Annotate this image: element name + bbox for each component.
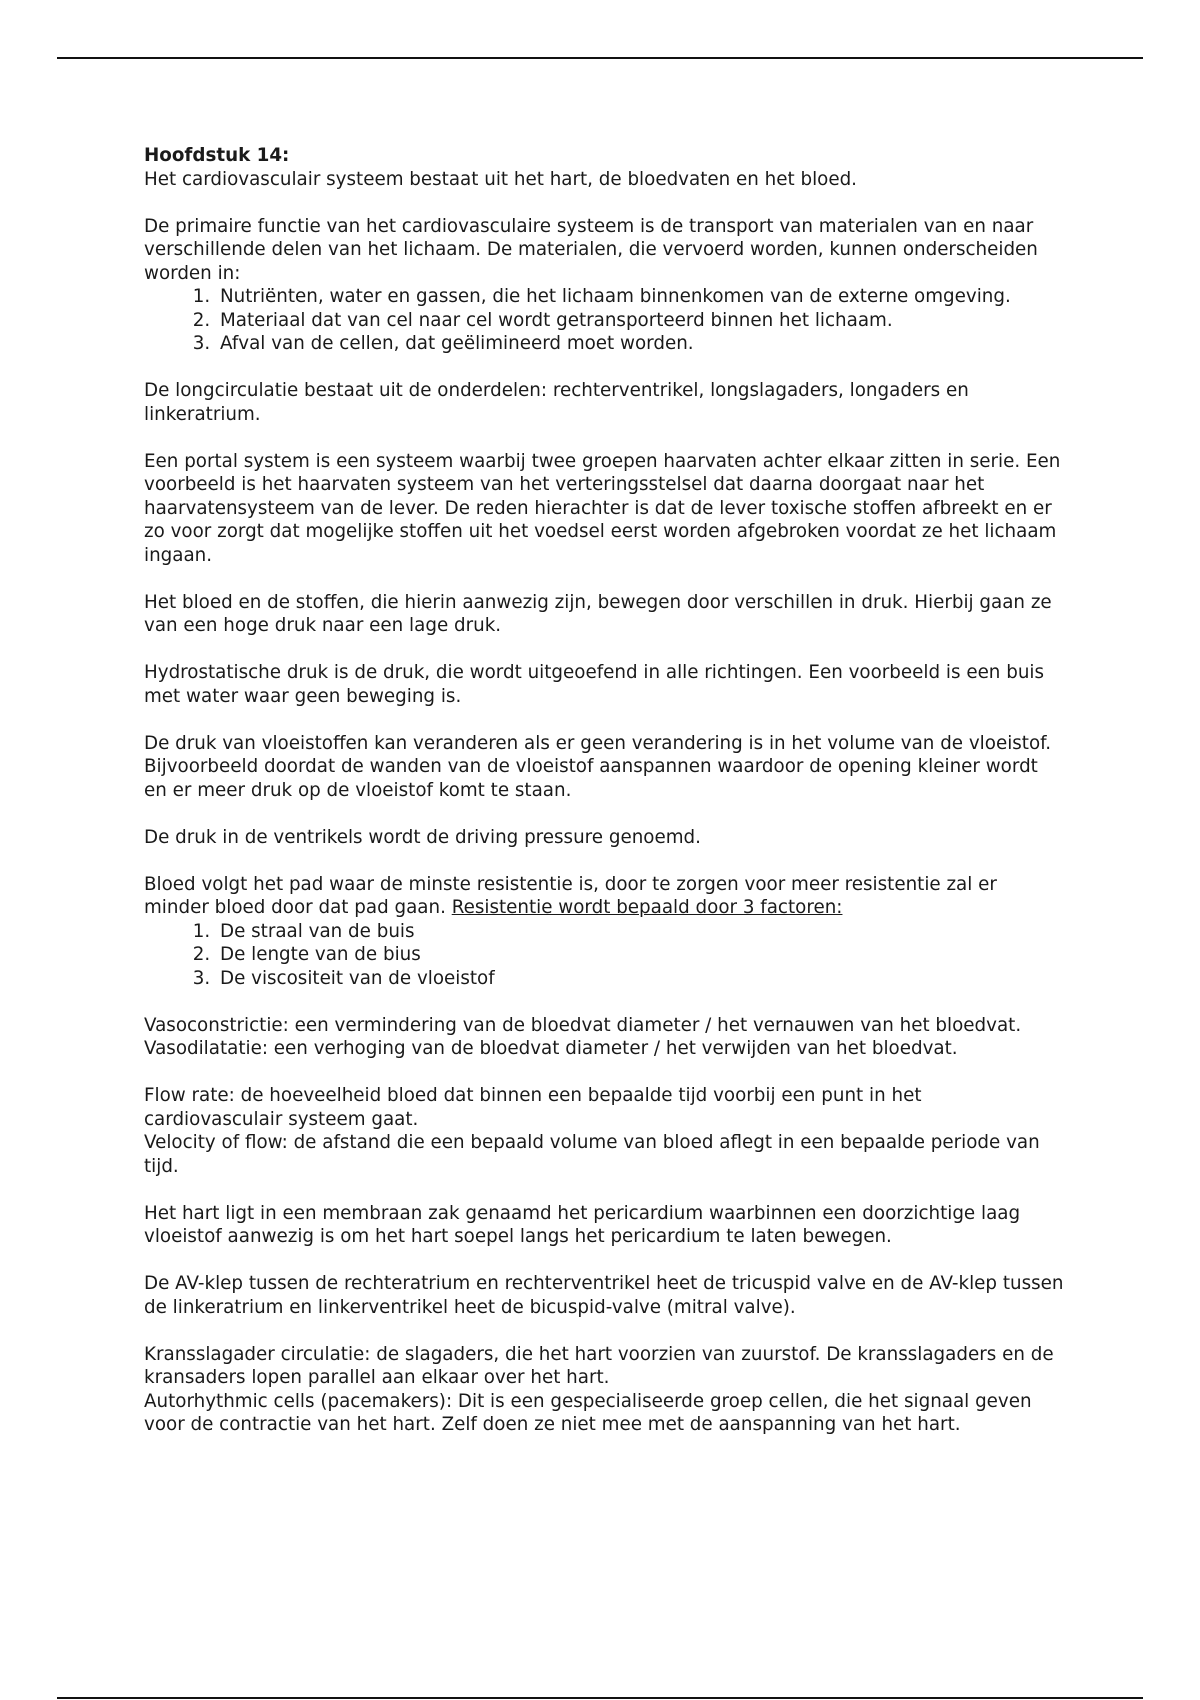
list-item: 2. De lengte van de bius: [216, 943, 1064, 967]
av-valves-paragraph: De AV-klep tussen de rechteratrium en rechterventrikel heet de tricuspid valve en de AV-klep tussen de linkeratrium en linkerventrikel heet de bicuspid-valve (mitral valve).: [144, 1273, 1064, 1318]
pericardium-paragraph: Het hart ligt in een membraan zak genaamd het pericardium waarbinnen een doorzichtige laag vloeistof aanwezig is om het hart soepel langs het pericardium te laten bewegen.: [144, 1202, 1021, 1247]
list-item: 3. De viscositeit van de vloeistof: [216, 967, 1064, 991]
resistance-intro: Bloed volgt het pad waar de minste resistentie is, door te zorgen voor meer resistentie zal er minder bloed door dat pad gaan.: [144, 873, 997, 918]
velocity-of-flow-paragraph: Velocity of flow: de afstand die een bepaald volume van bloed aflegt in een bepaalde periode van tijd.: [144, 1132, 1040, 1177]
list-item: 1. De straal van de buis: [216, 920, 1064, 944]
primary-function-paragraph: De primaire functie van het cardiovasculaire systeem is de transport van materialen van en naar verschillende delen van het lichaam. De materialen, die vervoerd worden, kunnen onderscheiden worden in:: [144, 215, 1038, 284]
footer-rule: [57, 1697, 1143, 1699]
chapter-heading: Hoofdstuk 14:: [144, 145, 290, 166]
resistance-underlined: Resistentie wordt bepaald door 3 factoren:: [451, 897, 843, 918]
materials-list: [144, 285, 1064, 356]
list-item: 3. Afval van de cellen, dat geëlimineerd moet worden.: [216, 332, 1064, 356]
hydrostatic-paragraph: Hydrostatische druk is de druk, die wordt uitgeoefend in alle richtingen. Een voorbeeld is een buis met water waar geen beweging is.: [144, 662, 1045, 707]
intro-paragraph: Het cardiovasculair systeem bestaat uit het hart, de bloedvaten en het bloed.: [144, 168, 857, 190]
vasoconstriction-paragraph: Vasoconstrictie: een vermindering van de bloedvat diameter / het vernauwen van het bloedvat.: [144, 1014, 1022, 1036]
pressure-flow-paragraph: Het bloed en de stoffen, die hierin aanwezig zijn, bewegen door verschillen in druk. Hierbij gaan ze van een hoge druk naar een lage druk.: [144, 591, 1052, 636]
autorhythmic-paragraph: Autorhythmic cells (pacemakers): Dit is een gespecialiseerde groep cellen, die het signaal geven voor de contractie van het hart. Zelf doen ze niet mee met de aanspanning van het hart.: [144, 1390, 1032, 1435]
list-item: 1. Nutriënten, water en gassen, die het lichaam binnenkomen van de externe omgeving.: [216, 285, 1064, 309]
resistance-paragraph: [144, 873, 1064, 920]
portal-system-paragraph: Een portal system is een systeem waarbij twee groepen haarvaten achter elkaar zitten in serie. Een voorbeeld is het haarvaten systeem van het verteringsstelsel dat daarna doorgaat naar het haarvatensysteem van de lever. De reden hierachter is dat de lever toxische stoffen afbreekt en er zo voor zorgt dat mogelijke stoffen uit het voedsel eerst worden afgebroken voordat ze het lichaam ingaan.: [144, 450, 1061, 566]
header-rule: [57, 57, 1143, 59]
coronary-paragraph: Kransslagader circulatie: de slagaders, die het hart voorzien van zuurstof. De kransslagaders en de kransaders lopen parallel aan elkaar over het hart.: [144, 1343, 1054, 1388]
resistance-factors-list: [144, 920, 1064, 991]
flow-rate-paragraph: Flow rate: de hoeveelheid bloed dat binnen een bepaalde tijd voorbij een punt in het cardiovasculair systeem gaat.: [144, 1085, 922, 1130]
driving-pressure-paragraph: De druk in de ventrikels wordt de driving pressure genoemd.: [144, 826, 701, 848]
fluid-pressure-paragraph: De druk van vloeistoffen kan veranderen als er geen verandering is in het volume van de vloeistof. Bijvoorbeeld doordat de wanden van de vloeistof aanspannen waardoor de opening kleiner wordt en er meer druk op de vloeistof komt te staan.: [144, 732, 1052, 801]
vasodilation-paragraph: Vasodilatatie: een verhoging van de bloedvat diameter / het verwijden van het bloedvat.: [144, 1038, 958, 1059]
list-item: 2. Materiaal dat van cel naar cel wordt getransporteerd binnen het lichaam.: [216, 309, 1064, 333]
lung-circulation-paragraph: De longcirculatie bestaat uit de onderdelen: rechterventrikel, longslagaders, longaders en linkeratrium.: [144, 380, 969, 425]
document-body: [144, 144, 1064, 1460]
